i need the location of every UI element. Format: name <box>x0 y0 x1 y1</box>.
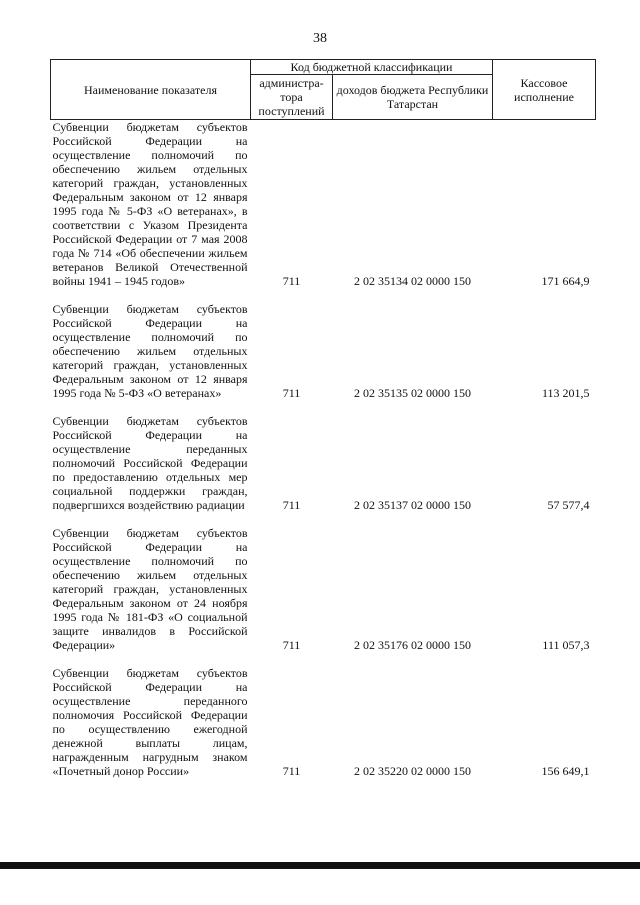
row-spacer <box>51 652 596 666</box>
header-income: доходов бюджета Республики Татарстан <box>333 75 493 120</box>
row-income-code: 2 02 35176 02 0000 150 <box>354 638 471 652</box>
row-admin-code: 711 <box>282 764 301 778</box>
table-row <box>51 414 596 512</box>
header-execution: Кассовое исполнение <box>493 60 596 120</box>
row-admin-code: 711 <box>282 386 301 400</box>
row-name: Субвенции бюджетам субъектов Российской Федерации на осуществление полномочий по обеспечению жильем отдельных категорий граждан, установленных Федеральным законом от 24 ноября 1995 года № 181-ФЗ «О социальной защите инвалидов в Российской Федерации» <box>52 526 248 652</box>
row-income-code: 2 02 35135 02 0000 150 <box>354 386 471 400</box>
row-income-code: 2 02 35137 02 0000 150 <box>354 498 471 512</box>
row-admin-code: 711 <box>282 498 301 512</box>
row-amount: 171 664,9 <box>541 274 590 288</box>
budget-table <box>50 59 596 778</box>
row-name: Субвенции бюджетам субъектов Российской Федерации на осуществление полномочий по обеспечению жильем отдельных категорий граждан, установленных Федеральным законом от 12 января 1995 года № 5-ФЗ «О ветеранах», в соответствии с Указом Президента Российской Федерации от 7 мая 2008 года № 714 «Об обеспечении жильем ветеранов Великой Отечественной войны 1941 – 1945 годов» <box>52 120 248 288</box>
row-spacer <box>51 400 596 414</box>
scan-edge-bar <box>0 862 640 869</box>
table-row <box>51 120 596 289</box>
row-amount: 111 057,3 <box>542 638 590 652</box>
header-classification: Код бюджетной классификации <box>251 60 493 75</box>
row-income-code: 2 02 35134 02 0000 150 <box>354 274 471 288</box>
row-amount: 156 649,1 <box>541 764 590 778</box>
row-name: Субвенции бюджетам субъектов Российской Федерации на осуществление переданного полномочия Российской Федерации по осуществлению ежегодной денежной выплаты лицам, награжденным нагрудным знаком «Почетный донор России» <box>52 666 248 778</box>
table-row <box>51 526 596 652</box>
table-row <box>51 302 596 400</box>
page-number: 38 <box>313 31 327 46</box>
row-admin-code: 711 <box>282 274 301 288</box>
table-row <box>51 666 596 778</box>
row-spacer <box>51 288 596 302</box>
header-admin: администра-тора поступлений <box>251 75 333 120</box>
row-name: Субвенции бюджетам субъектов Российской Федерации на осуществление переданных полномочий Российской Федерации по предоставлению отдельных мер социальной поддержки граждан, подвергшихся воздействию радиации <box>52 414 248 512</box>
header-name: Наименование показателя <box>51 60 251 120</box>
row-amount: 57 577,4 <box>547 498 590 512</box>
row-admin-code: 711 <box>282 638 301 652</box>
row-spacer <box>51 512 596 526</box>
row-name: Субвенции бюджетам субъектов Российской Федерации на осуществление полномочий по обеспечению жильем отдельных категорий граждан, установленных Федеральным законом от 12 января 1995 года № 5-ФЗ «О ветеранах» <box>52 302 248 400</box>
row-income-code: 2 02 35220 02 0000 150 <box>354 764 471 778</box>
row-amount: 113 201,5 <box>541 386 590 400</box>
